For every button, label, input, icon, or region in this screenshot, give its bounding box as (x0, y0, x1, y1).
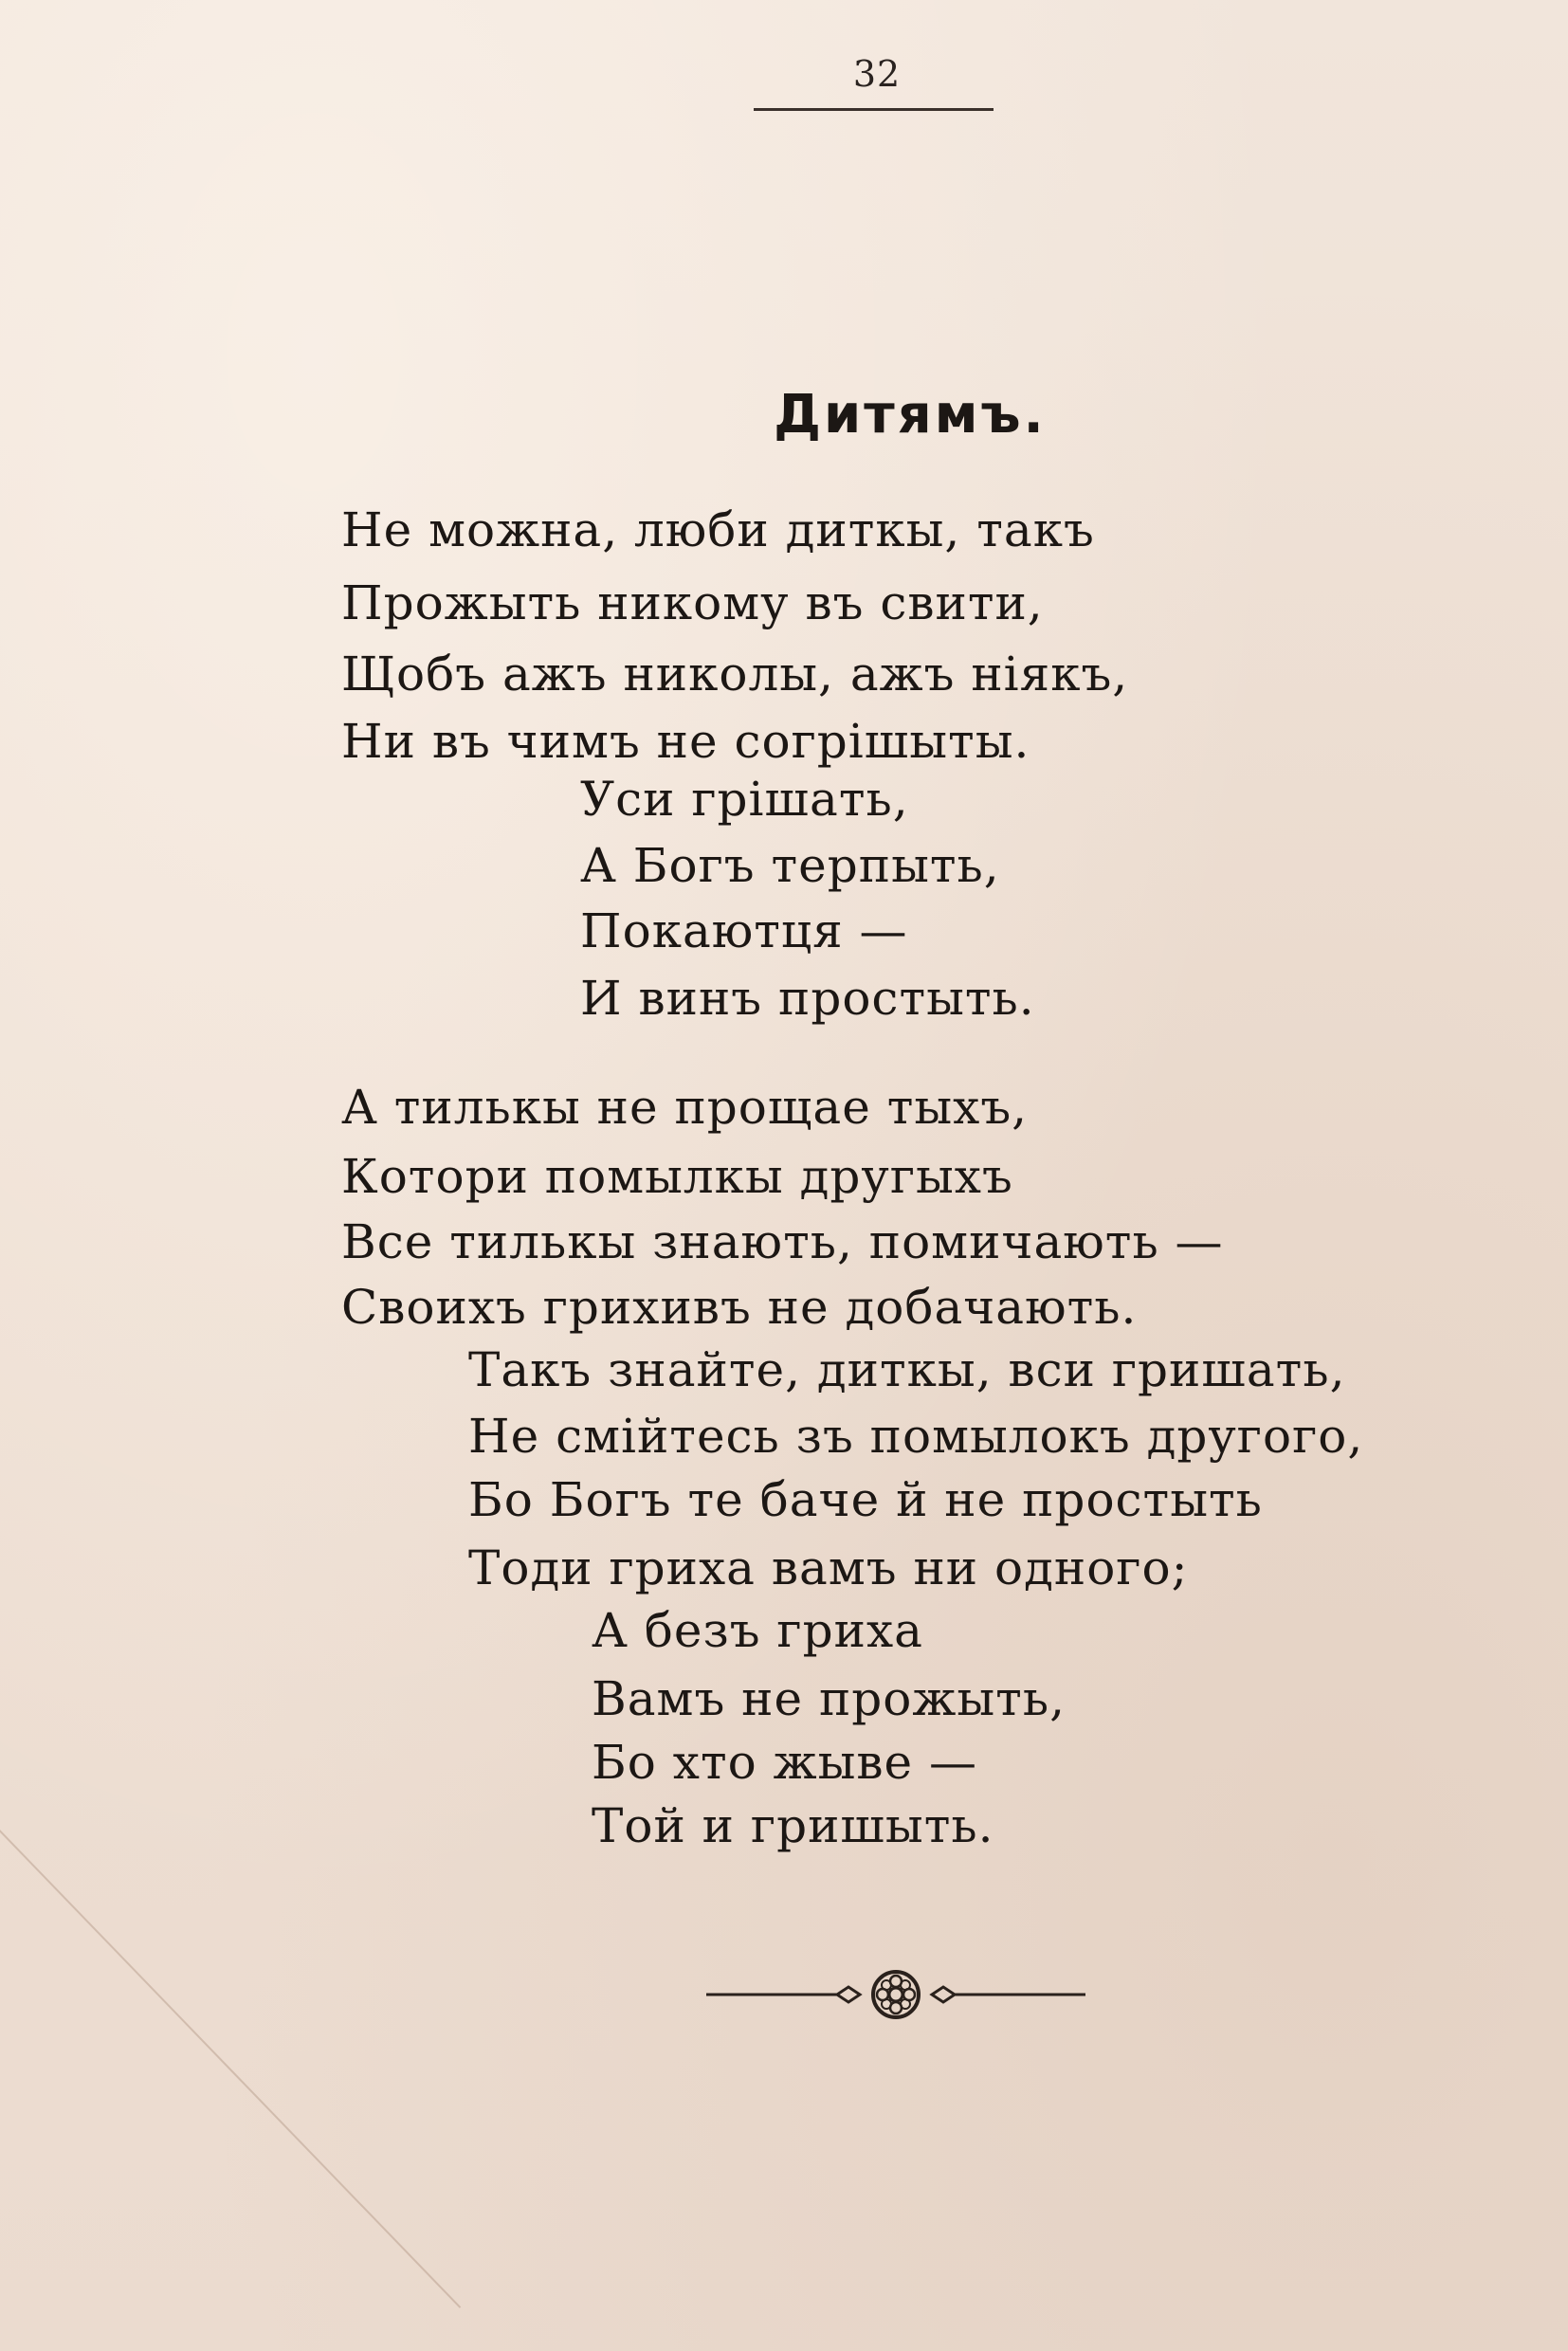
poem-line: Такъ знайте, диткы, вси гришать, (468, 1342, 1346, 1397)
paper-crease (0, 1830, 461, 2308)
poem-line: Прожыть никому въ свити, (341, 575, 1044, 630)
poem-line: Тоди гриха вамъ ни одного; (468, 1540, 1189, 1595)
poem-line: Покаютця — (580, 903, 908, 958)
poem-line: Ни въ чимъ не согрiшыты. (341, 714, 1030, 769)
end-ornament-icon (706, 1966, 1085, 2023)
poem-line: Той и гришыть. (592, 1798, 994, 1853)
poem-line: Не можна, люби диткы, такъ (341, 502, 1095, 557)
poem-line: И винъ простыть. (580, 971, 1035, 1026)
poem-line: А Богъ терпыть, (580, 838, 1000, 893)
poem-line: А тилькы не прощае тыхъ, (341, 1080, 1029, 1135)
poem-line: Бо Богъ те баче й не простыть (468, 1472, 1263, 1527)
poem-line: А безъ гриха (592, 1603, 923, 1658)
page-number: 32 (852, 53, 902, 95)
poem-title: Дитямъ. (774, 384, 1047, 446)
page-number-rule (754, 108, 994, 111)
poem-line: Бо хто жыве — (592, 1735, 978, 1790)
poem-line: Уси грiшать, (580, 772, 909, 827)
poem-line: Щобъ ажъ николы, ажъ нiякъ, (341, 647, 1129, 702)
poem-line: Не смiйтесь зъ помылокъ другого, (468, 1409, 1364, 1464)
poem-line: Все тилькы знають, помичають — (341, 1214, 1224, 1269)
poem-line: Вамъ не прожыть, (592, 1671, 1066, 1726)
poem-line: Котори помылкы другыхъ (341, 1149, 1013, 1204)
poem-line: Своихъ грихивъ не добачають. (341, 1280, 1138, 1335)
